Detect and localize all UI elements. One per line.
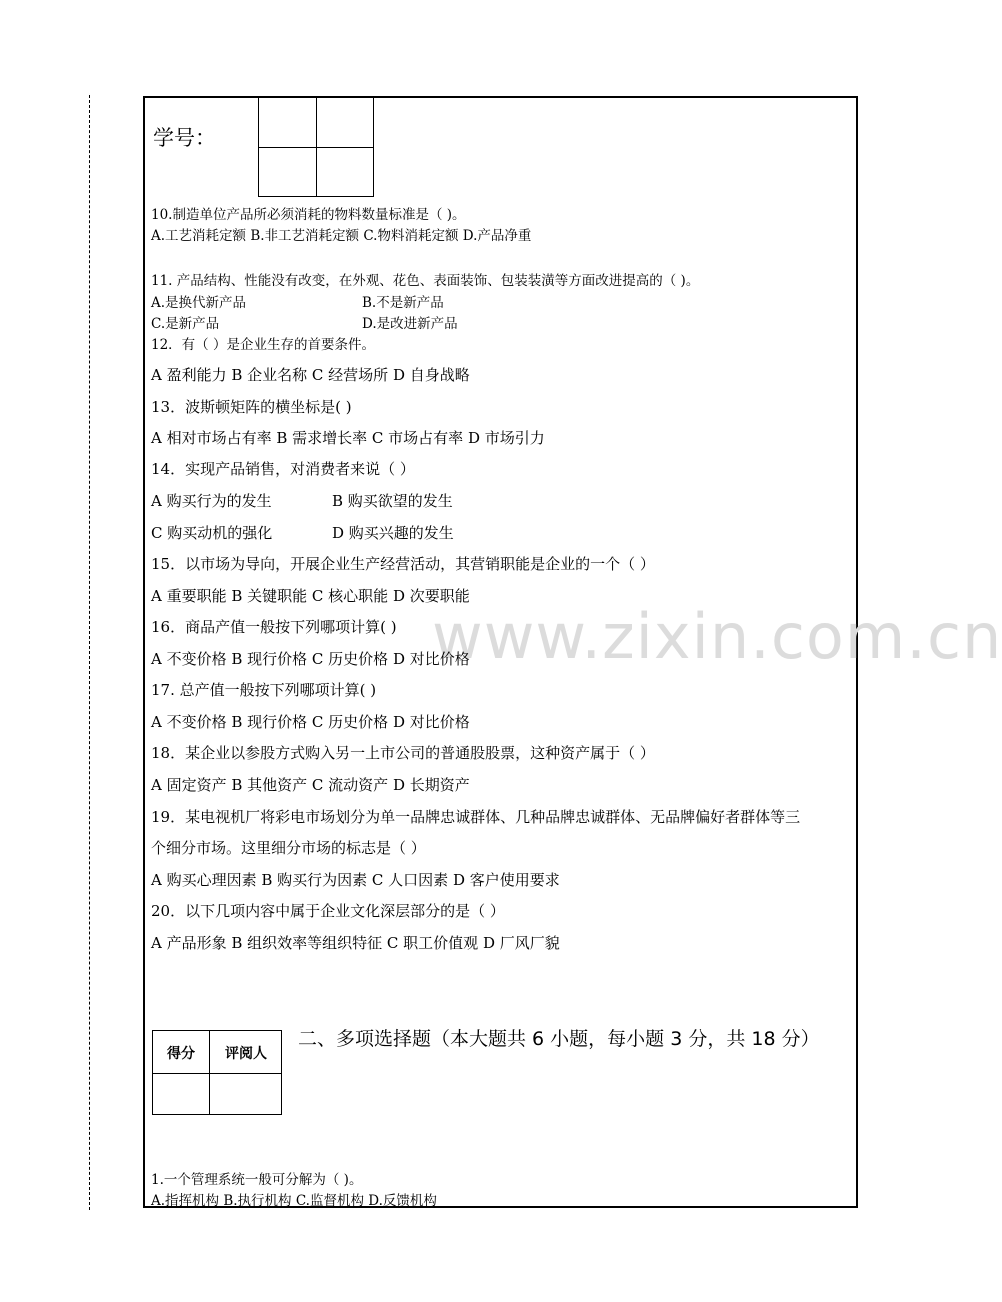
student-id-label: 学号： [153, 126, 216, 150]
question-12-stem: 12．有（ ）是企业生存的首要条件。 [151, 337, 375, 353]
question-14-option-a: A 购买行为的发生 [151, 492, 272, 510]
question-20-stem: 20．以下几项内容中属于企业文化深层部分的是（ ） [151, 902, 505, 920]
question-17-options: A 不变价格 B 现行价格 C 历史价格 D 对比价格 [151, 713, 470, 731]
question-11-option-d: D.是改进新产品 [362, 316, 458, 332]
score-label: 得分 [167, 1046, 195, 1062]
question-14-option-c: C 购买动机的强化 [151, 524, 273, 542]
question-15-stem: 15．以市场为导向，开展企业生产经营活动，其营销职能是企业的一个（ ） [151, 555, 655, 573]
question-11-stem: 11. 产品结构、性能没有改变，在外观、花色、表面装饰、包装装潢等方面改进提高的（ )。 [151, 273, 700, 289]
question-11-option-b: B.不是新产品 [362, 295, 444, 311]
question-16-stem: 16．商品产值一般按下列哪项计算( ) [151, 618, 397, 636]
question-11-option-a: A.是换代新产品 [151, 295, 247, 311]
question-13-options: A 相对市场占有率 B 需求增长率 C 市场占有率 D 市场引力 [151, 429, 545, 447]
question-14-option-b: B 购买欲望的发生 [332, 492, 453, 510]
question-12-options: A 盈利能力 B 企业名称 C 经营场所 D 自身战略 [151, 366, 470, 384]
reviewer-label: 评阅人 [225, 1046, 267, 1062]
question-19-stem-line2: 个细分市场。这里细分市场的标志是（ ） [151, 839, 426, 857]
watermark-text: www.zixin.com.cn [432, 600, 1002, 673]
multi-question-1-options: A.指挥机构 B.执行机构 C.监督机构 D.反馈机构 [151, 1193, 437, 1209]
binding-cut-line [89, 95, 90, 1210]
question-10-options: A.工艺消耗定额 B.非工艺消耗定额 C.物料消耗定额 D.产品净重 [151, 228, 532, 244]
question-19-options: A 购买心理因素 B 购买行为因素 C 人口因素 D 客户使用要求 [151, 871, 560, 889]
question-19-stem-line1: 19．某电视机厂将彩电市场划分为单一品牌忠诚群体、几种品牌忠诚群体、无品牌偏好者群体等三 [151, 808, 801, 826]
question-17-stem: 17. 总产值一般按下列哪项计算( ) [151, 681, 377, 699]
score-box [152, 1030, 282, 1115]
question-18-options: A 固定资产 B 其他资产 C 流动资产 D 长期资产 [151, 776, 470, 794]
question-11-option-c: C.是新产品 [151, 316, 220, 332]
question-18-stem: 18．某企业以参股方式购入另一上市公司的普通股股票，这种资产属于（ ） [151, 744, 655, 762]
question-10-stem: 10.制造单位产品所必须消耗的物料数量标准是（ )。 [151, 207, 466, 223]
question-14-stem: 14．实现产品销售，对消费者来说（ ） [151, 460, 415, 478]
question-15-options: A 重要职能 B 关键职能 C 核心职能 D 次要职能 [151, 587, 470, 605]
student-id-boxes[interactable] [258, 97, 374, 197]
question-13-stem: 13．波斯顿矩阵的横坐标是( ) [151, 398, 352, 416]
question-16-options: A 不变价格 B 现行价格 C 历史价格 D 对比价格 [151, 650, 470, 668]
section-2-title: 二、多项选择题（本大题共 6 小题，每小题 3 分，共 18 分） [298, 1028, 820, 1050]
multi-question-1-stem: 1.一个管理系统一般可分解为（ )。 [151, 1172, 363, 1188]
question-14-option-d: D 购买兴趣的发生 [332, 524, 454, 542]
question-20-options: A 产品形象 B 组织效率等组织特征 C 职工价值观 D 厂风厂貌 [151, 934, 560, 952]
